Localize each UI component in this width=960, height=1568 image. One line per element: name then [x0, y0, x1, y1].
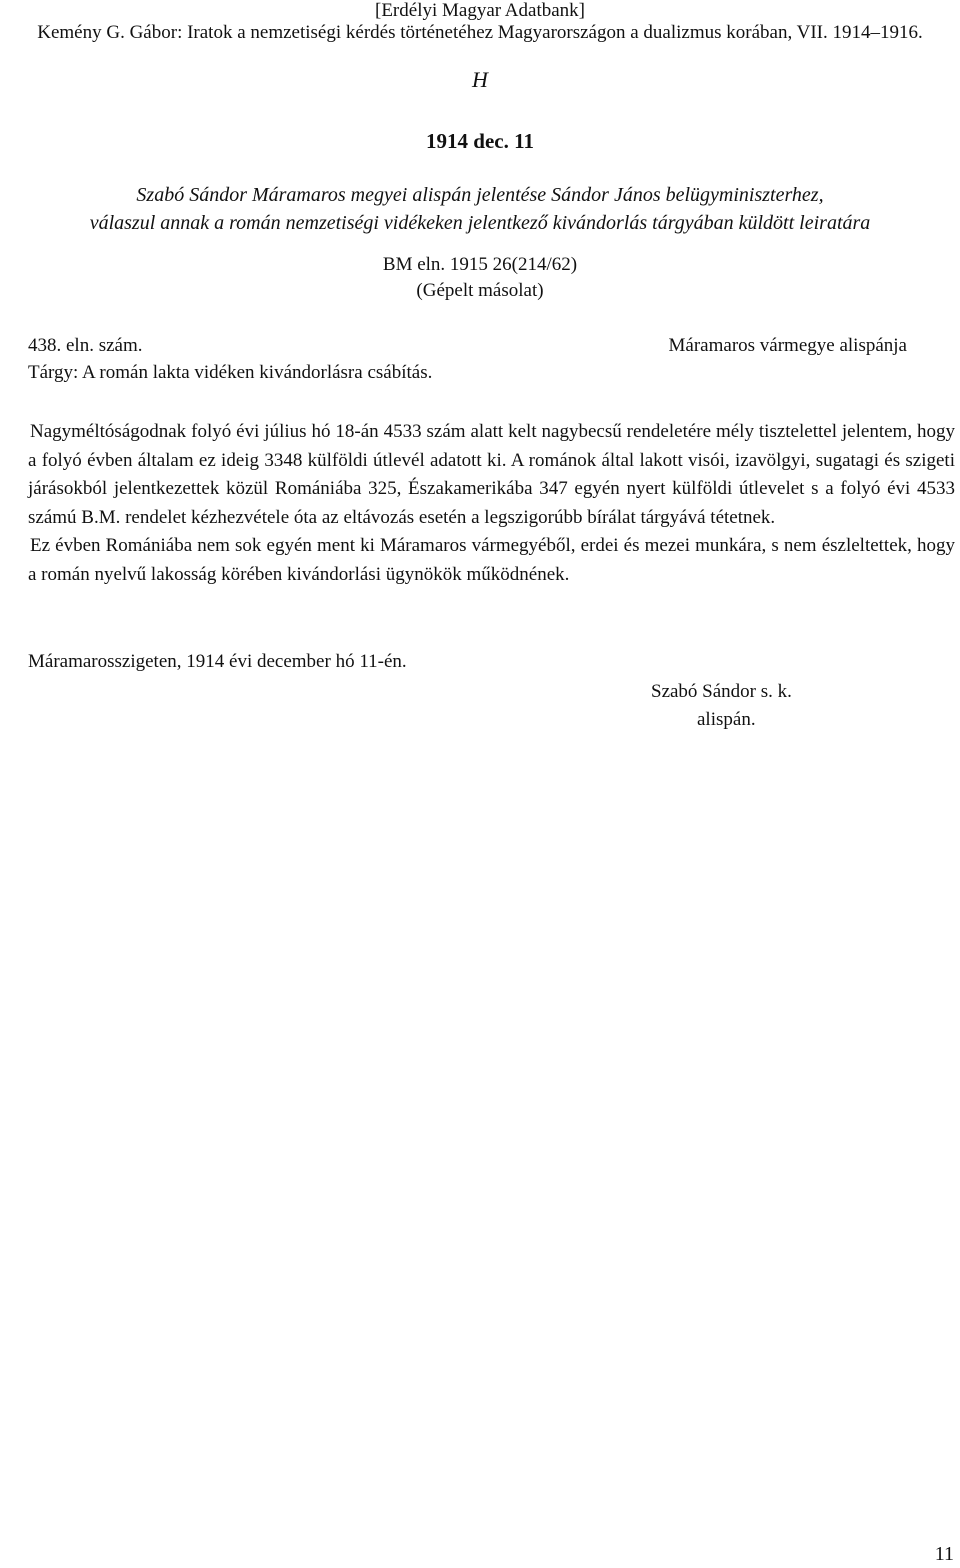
archive-reference: BM eln. 1915 26(214/62)	[382, 254, 578, 275]
signature-name: Szabó Sándor s. k.	[651, 681, 792, 702]
header-site-name: [Erdélyi Magyar Adatbank]	[375, 0, 585, 21]
report-body	[28, 418, 955, 589]
document-title-line-1: Szabó Sándor Máramaros megyei alispán jelentése Sándor János belügyminiszterhez,	[136, 184, 824, 206]
issuing-office: Máramaros vármegye alispánja	[668, 335, 907, 356]
document-letter: H	[472, 67, 488, 92]
registration-number: 438. eln. szám.	[28, 335, 143, 356]
signature-title: alispán.	[697, 709, 756, 730]
page-number: 11	[934, 1543, 954, 1565]
copy-note: (Gépelt másolat)	[416, 280, 544, 301]
subject-line: Tárgy: A román lakta vidéken kivándorlásra csábítás.	[28, 362, 433, 383]
report-paragraph-2: Ez évben Romániába nem sok egyén ment ki Máramaros vármegyéből, erdei és mezei munkára, s nem észleltettek, hogy a román nyelvű lakosság körében kivándorlási ügynökök működnének.	[28, 535, 955, 585]
place-and-date: Máramarosszigeten, 1914 évi december hó 11-én.	[28, 651, 407, 672]
header-source-citation: Kemény G. Gábor: Iratok a nemzetiségi kérdés történetéhez Magyarországon a dualizmus korában, VII. 1914–1916.	[37, 22, 923, 43]
report-paragraph-1: Nagyméltóságodnak folyó évi július hó 18-án 4533 szám alatt kelt nagybecsű rendeletére mély tisztelettel jelentem, hogy a folyó évben általam ez ideig 3348 külföldi útlevél adatott ki. A románok által lakott visói, izavölgyi, sugatagi és szigeti járásokból jelentkezettek közül Romániába 325, Északamerikába 347 egyén nyert külföldi útlevelet s a folyó évi 4533 számú B.M. rendelet kézhezvétele óta az eltávozás esetén a legszigorúbb bírálat tárgyává tétetnek.	[28, 421, 955, 528]
document-title-line-2: válaszul annak a román nemzetiségi vidékeken jelentkező kivándorlás tárgyában küldött leiratára	[89, 212, 871, 234]
document-date: 1914 dec. 11	[426, 129, 534, 153]
